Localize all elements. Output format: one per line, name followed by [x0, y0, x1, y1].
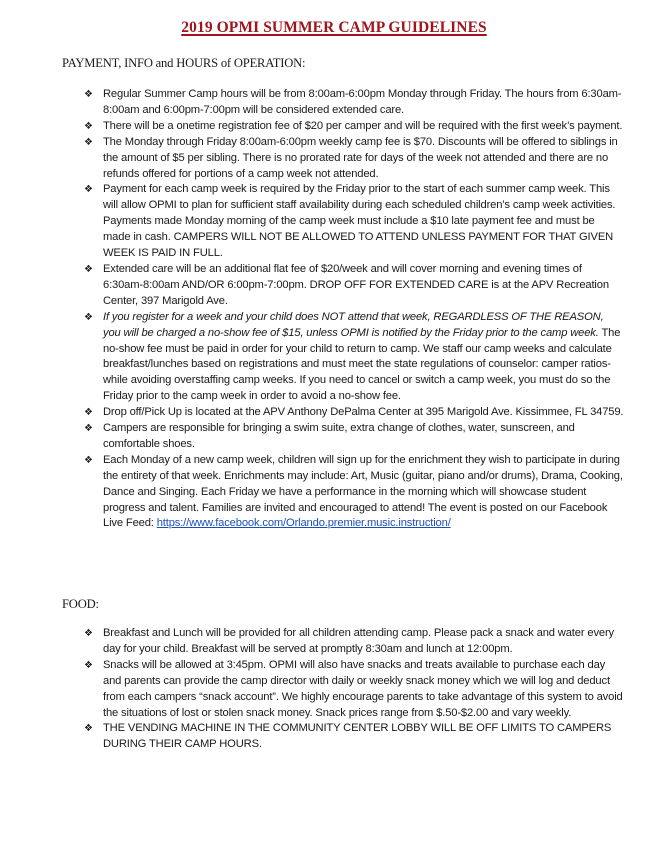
diamond-bullet-icon: ❖ — [84, 263, 93, 275]
list-item-italic-text: If you register for a week and your child does NOT attend that week, REGARDLESS OF THE REASON, you will be charged a no-show fee of $15, unless OPMI is notified by the Friday prior to the camp week. — [103, 310, 604, 339]
list-item — [84, 135, 624, 183]
diamond-bullet-icon: ❖ — [84, 659, 93, 671]
payment-bullet-list — [84, 87, 624, 532]
diamond-bullet-icon: ❖ — [84, 89, 93, 100]
diamond-bullet-icon: ❖ — [84, 423, 93, 435]
list-item — [84, 721, 624, 753]
list-item-text: Snacks will be allowed at 3:45pm. OPMI will also have snacks and treats available to purchase each day and parents can provide the camp director with daily or weekly snack money which we will log and deduct from each campers “snack account”. We highly encourage parents to take advantage of this system to avoid the situations of lost or stolen snack money. Snack prices range from $.50-$2.00 and vary weekly. — [103, 658, 623, 719]
list-item — [84, 658, 624, 722]
list-item — [84, 87, 624, 119]
list-item-text: Breakfast and Lunch will be provided for all children attending camp. Please pack a snack and water every day for your child. Breakfast will be served at promptly 8:30am and lunch at 12:00pm. — [103, 627, 614, 655]
list-item-text: The Monday through Friday 8:00am-6:00pm weekly camp fee is $70. Discounts will be offered to siblings in the amount of $5 per sibling. There is no prorated rate for days of the week not attended and there are no refunds offered for portions of a camp week not attended. — [103, 135, 618, 180]
list-item-text: Campers are responsible for bringing a swim suite, extra change of clothes, water, sunscreen, and comfortable shoes. — [103, 422, 575, 450]
list-item — [84, 262, 624, 310]
section-heading-food: FOOD: — [62, 597, 99, 611]
document-title: 2019 OPMI SUMMER CAMP GUIDELINES — [181, 19, 487, 36]
list-item — [84, 119, 624, 135]
diamond-bullet-icon: ❖ — [84, 454, 93, 466]
diamond-bullet-icon: ❖ — [84, 184, 93, 196]
list-item-text: Regular Summer Camp hours will be from 8:00am-6:00pm Monday through Friday. The hours from 6:30am-8:00am and 6:00pm-7:00pm will be considered extended care. — [103, 88, 622, 116]
diamond-bullet-icon: ❖ — [84, 136, 93, 148]
list-item — [84, 405, 624, 421]
list-item-text: Drop off/Pick Up is located at the APV Anthony DePalma Center at 395 Marigold Ave. Kissimmee, FL 34759. — [103, 406, 624, 419]
diamond-bullet-icon: ❖ — [84, 311, 93, 323]
section-heading-payment: PAYMENT, INFO and HOURS of OPERATION: — [62, 56, 306, 70]
food-bullet-list — [84, 626, 624, 753]
list-item-text: There will be a onetime registration fee of $20 per camper and will be required with the first week’s payment. — [103, 119, 623, 132]
diamond-bullet-icon: ❖ — [84, 723, 93, 735]
list-item — [84, 182, 624, 262]
diamond-bullet-icon: ❖ — [84, 120, 93, 132]
list-item — [84, 453, 624, 533]
list-item — [84, 310, 624, 405]
list-item-text: THE VENDING MACHINE IN THE COMMUNITY CENTER LOBBY WILL BE OFF LIMITS TO CAMPERS DURING THEIR CAMP HOURS. — [103, 722, 612, 751]
diamond-bullet-icon: ❖ — [84, 407, 93, 419]
list-item-text: The no-show fee must be paid in order for your child to return to camp. We staff our camp weeks and calculate breakfast/lunches based on registrations and must meet the state regulations of counselor: camper ratios-while avoiding overstaffing camp weeks. If you need to cancel or switch a camp week, you must do so the Friday prior to the camp week in order to avoid a no-show fee. — [103, 326, 621, 403]
list-item-text: Payment for each camp week is required by the Friday prior to the start of each summer camp week. This will allow OPMI to plan for sufficient staff availability during each scheduled children’s camp week activities. Payments made Monday morning of the camp week must include a $10 late payment fee and must be made in cash. CAMPERS WILL NOT BE ALLOWED TO ATTEND UNLESS PAYMENT FOR THAT GIVEN WEEK IS PAID IN FULL. — [103, 183, 616, 260]
list-item-text: Extended care will be an additional flat fee of $20/week and will cover morning and evening times of 6:30am-8:00am AND/OR 6:00pm-7:00pm. DROP OFF FOR EXTENDED CARE is at the APV Recreation Center, 397 Marigold Ave. — [103, 262, 609, 307]
diamond-bullet-icon: ❖ — [84, 628, 93, 639]
list-item — [84, 626, 624, 658]
list-item — [84, 421, 624, 453]
list-item-text: Each Monday of a new camp week, children will sign up for the enrichment they wish to participate in during the entirety of that week. Enrichments may include: Art, Music (guitar, piano and/or drums), Drama, Cooking, Dance and Singing. Each Friday we have a performance in the morning which will showcase student progress and talent. Families are invited and encouraged to attend! The event is posted on our Facebook Live Feed: — [103, 453, 623, 530]
facebook-link[interactable]: https://www.facebook.com/Orlando.premier.music.instruction/ — [156, 517, 451, 530]
